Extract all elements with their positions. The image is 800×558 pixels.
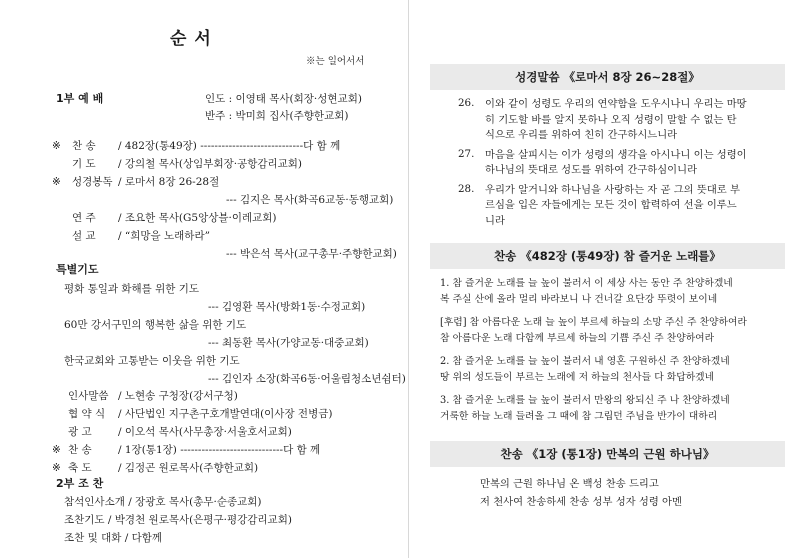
- accompanist-line: [205, 109, 348, 123]
- verse-line: 이와 같이 성령도 우리의 연약함을 도우시나니 우리는 마땅: [485, 98, 747, 110]
- item-label: 연 주: [72, 212, 96, 224]
- special-prayer-heading: 특별기도: [56, 263, 99, 276]
- stanza-line: 땅 위의 성도들이 부르는 노래에 저 하늘의 천사들 다 화답하겠네: [440, 372, 715, 383]
- part2-heading: 2부 조 찬: [56, 477, 104, 490]
- special-prayer-line: --- 김영환 목사(방화1동·수정교회): [208, 301, 366, 313]
- stanza-line: 복 주실 산에 올라 멀리 바라보니 나 건너갈 요단강 뚜렷이 보이네: [440, 294, 718, 305]
- part2-line: 참석인사소개 / 장광호 목사(총무·순종교회): [64, 496, 262, 508]
- standing-mark: ※: [52, 176, 61, 188]
- verse-line: 르심을 입은 자들에게는 모든 것이 합력하여 선을 이루느: [485, 199, 737, 211]
- item-text: / 사단법인 지구촌구호개발연대(이사장 전병금): [118, 408, 333, 420]
- item-text: --- 박은석 목사(교구총무·주향한교회): [226, 248, 397, 260]
- item-label: 인사말씀: [68, 390, 109, 402]
- verse-number: 27.: [458, 147, 475, 160]
- item-text: / 강의철 목사(상임부회장·공항감리교회): [118, 158, 303, 170]
- item-label: 협 약 식: [68, 408, 106, 420]
- item-text: / 김정곤 원로목사(주향한교회): [118, 462, 259, 474]
- doxology-line: 만복의 근원 하나님 온 백성 찬송 드리고: [480, 478, 659, 490]
- item-text: --- 김지은 목사(화곡6교동·동행교회): [226, 194, 394, 206]
- leader-line: [205, 92, 362, 106]
- verse-line: 우리가 알거니와 하나님을 사랑하는 자 곧 그의 뜻대로 부: [485, 183, 740, 196]
- item-label: 성경봉독: [72, 176, 113, 188]
- item-text: / 482장(통49장) -----------------------------다 함 께: [118, 140, 341, 152]
- special-prayer-line: 평화 통일과 화해를 위한 기도: [64, 283, 200, 295]
- part2-line: 조찬기도 / 박경천 원로목사(은평구·평강감리교회): [64, 514, 292, 526]
- item-text: / 노현송 구청장(강서구청): [118, 390, 238, 402]
- scripture-title: 성경말씀 《로마서 8장 26~28절》: [515, 70, 700, 84]
- order-title: 순 서: [170, 29, 212, 49]
- stanza-line: 참 아름다운 노래 다함께 부르세 하늘의 기쁨 주신 주 찬양하여라: [440, 333, 715, 344]
- standing-mark: ※: [52, 462, 61, 474]
- leader-value: 이영태 목사(회장·성현교회): [235, 93, 362, 105]
- special-prayer-line: --- 최동환 목사(가양교동·대중교회): [208, 337, 369, 349]
- page-fold: [408, 0, 409, 558]
- item-label: 기 도: [72, 158, 96, 170]
- verse-line: 하나님의 뜻대로 성도를 위하여 간구하심이니라: [485, 164, 698, 176]
- verse-line: 히 기도할 바를 알지 못하나 오직 성령이 말할 수 없는 탄: [485, 113, 737, 126]
- item-label: 찬 송: [68, 444, 92, 456]
- verse-line: 니라: [485, 214, 505, 227]
- item-label: 찬 송: [72, 140, 96, 152]
- part1-heading: 1부 예 배: [56, 92, 104, 105]
- standing-mark: ※: [52, 140, 61, 152]
- special-prayer-line: --- 김인자 소장(화곡6동·어울림청소년쉼터): [208, 373, 406, 385]
- hymn2-title: 찬송 《1장 (통1장) 만복의 근원 하나님》: [500, 447, 715, 461]
- verse-line: 마음을 살피시는 이가 성령의 생각을 아시나니 이는 성령이: [485, 148, 747, 161]
- item-label: 광 고: [68, 426, 92, 438]
- part2-line: 조찬 및 대화 / 다함께: [64, 532, 163, 544]
- special-prayer-line: 60만 강서구민의 행복한 삶을 위한 기도: [64, 319, 247, 331]
- verse-number: 28.: [458, 182, 475, 195]
- item-text: / 로마서 8장 26-28절: [118, 176, 220, 188]
- stanza-line: [후렴] 참 아름다운 노래 늘 높이 부르세 하늘의 소망 주신 주 찬양하여라: [440, 317, 747, 328]
- item-label: 축 도: [68, 462, 92, 474]
- hymn1-title: 찬송 《482장 (통49장) 참 즐거운 노래를》: [494, 249, 721, 263]
- doxology-line: 저 천사여 찬송하세 찬송 성부 성자 성령 아멘: [480, 496, 682, 508]
- standing-note: ※는 일어서서: [306, 56, 365, 67]
- stanza-line: 1. 참 즐거운 노래를 늘 높이 불러서 이 세상 사는 동안 주 찬양하겠네: [440, 278, 733, 289]
- accompanist-value: 박미희 집사(주향한교회): [235, 110, 349, 122]
- item-text: / 이오석 목사(사무총장·서울호서교회): [118, 426, 292, 438]
- item-text: / “희망을 노래하라”: [118, 230, 210, 242]
- standing-mark: ※: [52, 444, 61, 456]
- stanza-line: 2. 참 즐거운 노래를 늘 높이 불러서 내 영혼 구원하신 주 찬양하겠네: [440, 356, 730, 367]
- item-label: 설 교: [72, 230, 96, 242]
- leader-label: 인도 :: [205, 93, 236, 105]
- special-prayer-line: 한국교회와 고통받는 이웃을 위한 기도: [64, 355, 240, 367]
- stanza-line: 거룩한 하늘 노래 들려올 그 때에 참 그립던 주님을 반가이 대하리: [440, 411, 718, 422]
- verse-number: 26.: [458, 97, 475, 109]
- accompanist-label: 반주 :: [205, 110, 236, 122]
- item-text: / 1장(통1장) -----------------------------다 함 께: [118, 444, 321, 456]
- item-text: / 조요한 목사(G5앙상블·이레교회): [118, 212, 277, 224]
- verse-line: 식으로 우리를 위하여 친히 간구하시느니라: [485, 129, 678, 141]
- stanza-line: 3. 참 즐거운 노래를 늘 높이 불러서 만왕의 왕되신 주 나 찬양하겠네: [440, 395, 730, 406]
